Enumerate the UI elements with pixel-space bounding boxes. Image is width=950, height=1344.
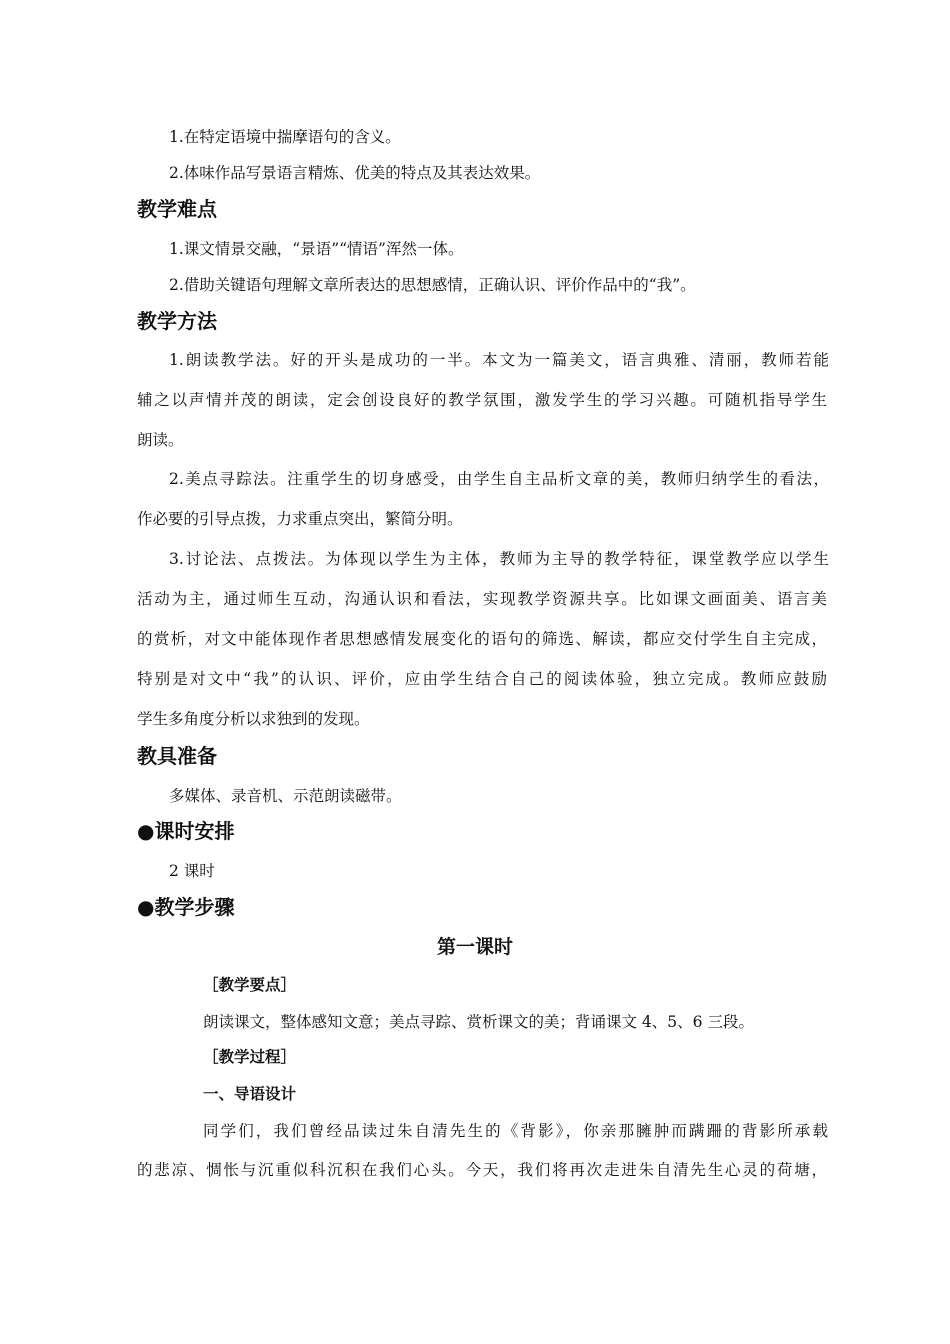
key-points-text: 朗读课文，整体感知文意；美点寻踪、赏析课文的美；背诵课文 4、5、6 三段。 — [203, 1013, 754, 1031]
difficulty-item-1: 1.课文情景交融，“景语”“情语”浑然一体。 — [169, 240, 464, 258]
method-3-line-1: 3.讨论法、点拨法。为体现以学生为主体，教师为主导的教学特征，课堂教学应以学生 — [169, 550, 829, 568]
intro-heading: 一、导语设计 — [203, 1085, 297, 1103]
process-label: ［教学过程］ — [203, 1048, 297, 1066]
schedule-text: 2 课时 — [169, 862, 215, 880]
steps-heading: ●教学步骤 — [137, 895, 235, 919]
method-3-line-2: 活动为主，通过师生互动，沟通认识和看法，实现教学资源共享。比如课文画面美、语言美 — [137, 590, 827, 608]
method-1-line-1: 1.朗读教学法。好的开头是成功的一半。本文为一篇美文，语言典雅、清丽，教师若能 — [169, 351, 829, 369]
schedule-heading: ●课时安排 — [137, 819, 235, 843]
tools-heading: 教具准备 — [137, 744, 217, 768]
method-3-line-4: 特别是对文中“我”的认识、评价，应由学生结合自己的阅读体验，独立完成。教师应鼓励 — [137, 670, 827, 688]
method-2-line-1: 2.美点寻踪法。注重学生的切身感受，由学生自主品析文章的美，教师归纳学生的看法， — [169, 470, 829, 488]
method-1-line-2: 辅之以声情并茂的朗读，定会创设良好的教学氛围，激发学生的学习兴趣。可随机指导学生 — [137, 391, 827, 409]
method-1-line-3: 朗读。 — [137, 431, 184, 449]
goal-item-2: 2.体味作品写景语言精炼、优美的特点及其表达效果。 — [169, 164, 541, 182]
tools-text: 多媒体、录音机、示范朗读磁带。 — [169, 787, 402, 805]
difficulty-item-2: 2.借助关键语句理解文章所表达的思想感情，正确认识、评价作品中的“我”。 — [169, 276, 696, 294]
goal-item-1: 1.在特定语境中揣摩语句的含义。 — [169, 128, 401, 146]
lesson-title: 第一课时 — [436, 936, 513, 958]
method-3-line-3: 的赏析，对文中能体现作者思想感情发展变化的语句的筛选、解读，都应交付学生自主完成， — [137, 630, 827, 648]
intro-line-1: 同学们，我们曾经品读过朱自清先生的《背影》，你亲那臃肿而蹒跚的背影所承载 — [203, 1122, 828, 1140]
method-3-line-5: 学生多角度分析以求独到的发现。 — [137, 710, 370, 728]
difficulty-heading: 教学难点 — [137, 197, 217, 221]
methods-heading: 教学方法 — [137, 309, 217, 333]
method-2-line-2: 作必要的引导点拨，力求重点突出，繁简分明。 — [137, 510, 463, 528]
intro-line-2: 的悲凉、惆怅与沉重似科沉积在我们心头。今天，我们将再次走进朱自清先生心灵的荷塘， — [137, 1161, 827, 1179]
key-points-label: ［教学要点］ — [203, 976, 297, 994]
